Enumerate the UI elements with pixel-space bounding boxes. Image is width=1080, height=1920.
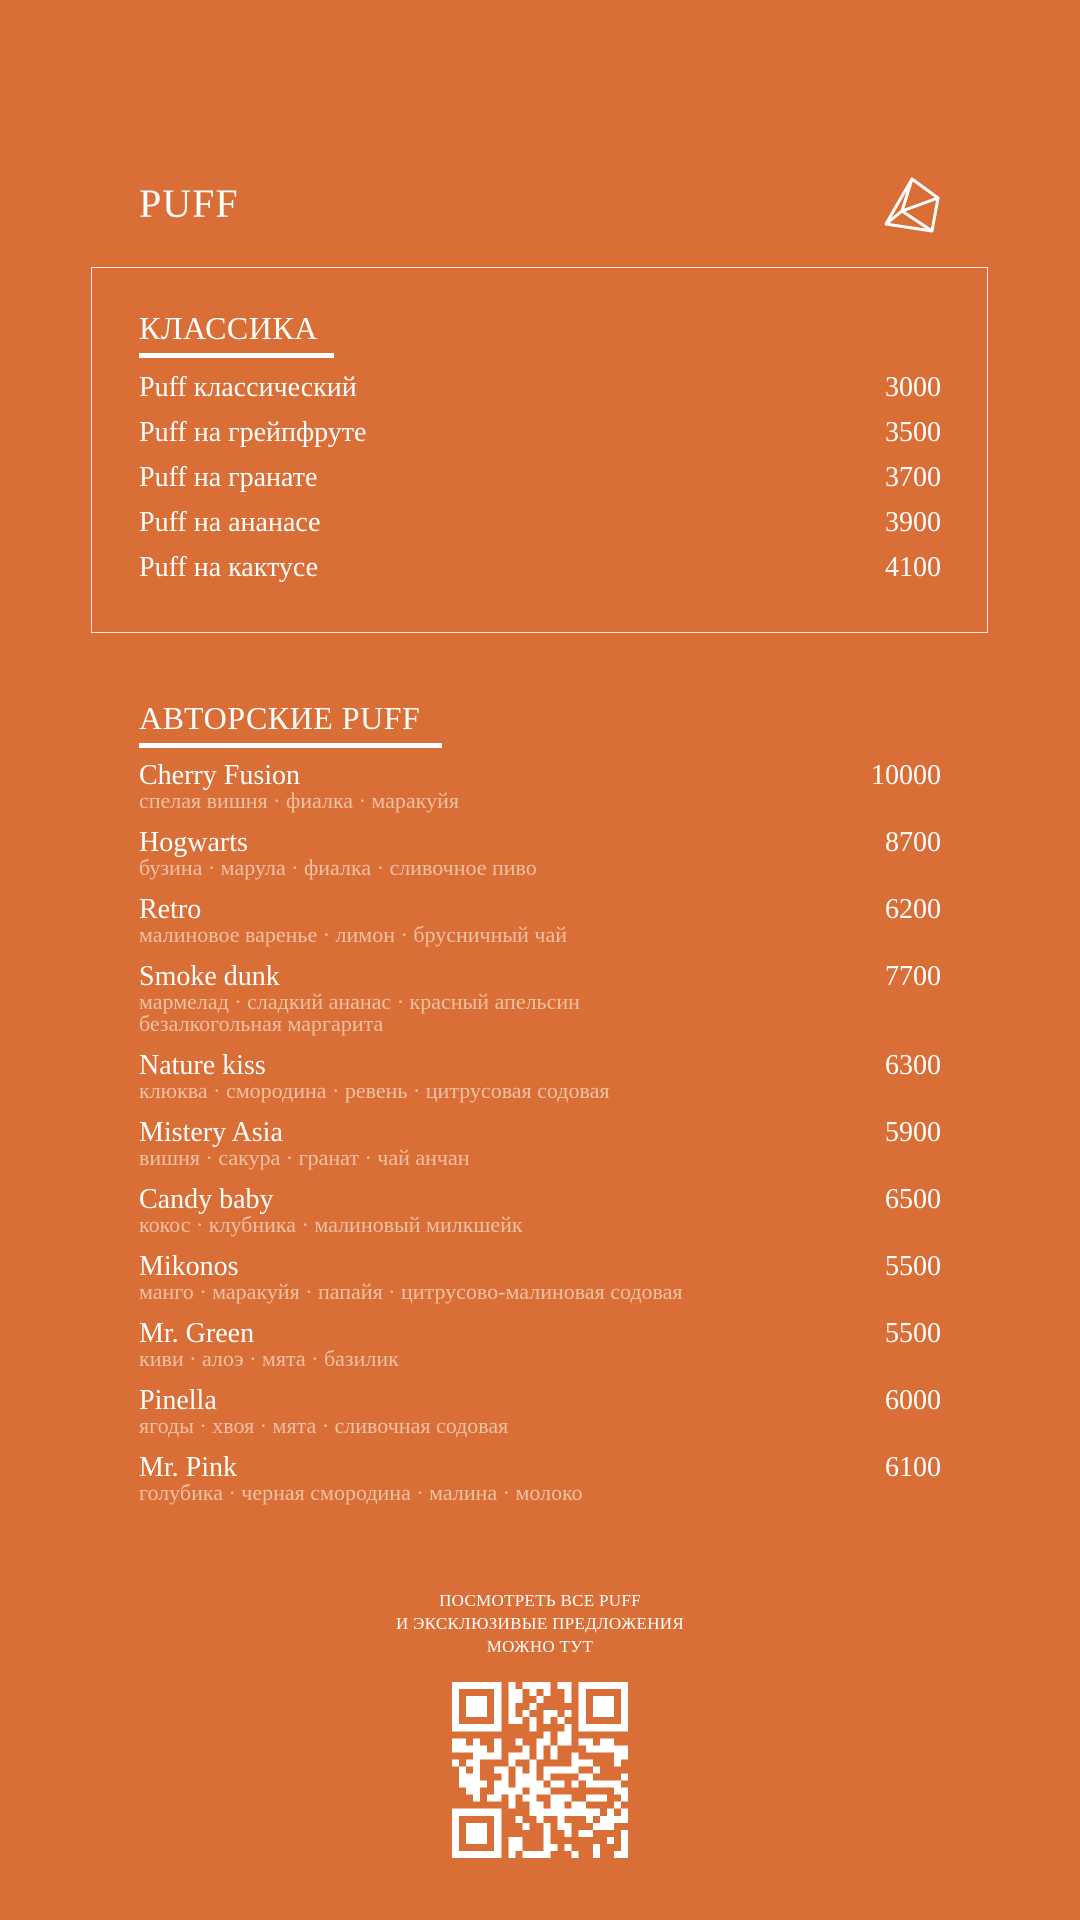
item-price: 3000 — [885, 372, 941, 403]
item-description: вишня · сакура · гранат · чай анчан — [139, 1145, 470, 1170]
footer-caption — [0, 1589, 1080, 1658]
footer-line: ПОСМОТРЕТЬ ВСЕ PUFF — [439, 1591, 641, 1610]
item-description: бузина · марула · фиалка · сливочное пиво — [139, 855, 537, 880]
item-name: Mistery Asia — [139, 1117, 283, 1148]
classic-menu-list — [139, 372, 941, 597]
item-name: Hogwarts — [139, 827, 248, 858]
item-price: 4100 — [885, 552, 941, 583]
item-name: Puff на гранате — [139, 462, 318, 493]
item-name: Puff на грейпфруте — [139, 417, 367, 448]
item-description: кокос · клубника · малиновый милкшейк — [139, 1212, 523, 1237]
footer-line: МОЖНО ТУТ — [486, 1637, 594, 1656]
item-price: 6000 — [885, 1385, 941, 1416]
geometric-logo-icon — [882, 176, 944, 234]
item-price: 7700 — [885, 961, 941, 992]
menu-item — [139, 417, 941, 462]
item-price: 8700 — [885, 827, 941, 858]
item-name: Nature kiss — [139, 1050, 266, 1081]
item-description: клюква · смородина · ревень · цитрусовая содовая — [139, 1078, 610, 1103]
menu-item — [139, 1320, 941, 1387]
item-description: мармелад · сладкий ананас · красный апельсин — [139, 989, 580, 1014]
item-name: Smoke dunk — [139, 961, 280, 992]
menu-item — [139, 372, 941, 417]
author-menu-list — [139, 762, 941, 1521]
item-description: малиновое варенье · лимон · брусничный чай — [139, 922, 568, 947]
item-name: Puff на кактусе — [139, 552, 319, 583]
menu-item — [139, 1454, 941, 1521]
classic-title-underline — [139, 353, 334, 358]
item-price: 3500 — [885, 417, 941, 448]
item-price: 6300 — [885, 1050, 941, 1081]
item-price: 3700 — [885, 462, 941, 493]
item-price: 5900 — [885, 1117, 941, 1148]
item-name: Puff классический — [139, 372, 357, 403]
item-description: манго · маракуйя · папайя · цитрусово-малиновая содовая — [139, 1279, 683, 1304]
item-price: 6200 — [885, 894, 941, 925]
qr-code-icon[interactable] — [452, 1682, 628, 1858]
item-name: Candy baby — [139, 1184, 274, 1215]
page-title: PUFF — [139, 181, 239, 226]
menu-item — [139, 552, 941, 597]
menu-item — [139, 896, 941, 963]
menu-item — [139, 963, 941, 1052]
item-name: Mr. Green — [139, 1318, 255, 1349]
menu-item — [139, 507, 941, 552]
item-price: 5500 — [885, 1251, 941, 1282]
item-price: 3900 — [885, 507, 941, 538]
menu-item — [139, 1186, 941, 1253]
menu-item — [139, 762, 941, 829]
item-name: Puff на ананасе — [139, 507, 321, 538]
item-name: Mikonos — [139, 1251, 239, 1282]
classic-section-title: КЛАССИКА — [139, 310, 318, 346]
item-price: 6100 — [885, 1452, 941, 1483]
item-description: спелая вишня · фиалка · маракуйя — [139, 788, 459, 813]
item-name: Cherry Fusion — [139, 760, 300, 791]
item-description: киви · алоэ · мята · базилик — [139, 1346, 399, 1371]
item-name: Pinella — [139, 1385, 217, 1416]
menu-item — [139, 1052, 941, 1119]
item-description: голубика · черная смородина · малина · молоко — [139, 1480, 583, 1505]
menu-item — [139, 462, 941, 507]
menu-item — [139, 1119, 941, 1186]
menu-item — [139, 829, 941, 896]
item-description: ягоды · хвоя · мята · сливочная содовая — [139, 1413, 509, 1438]
item-price: 5500 — [885, 1318, 941, 1349]
menu-item — [139, 1387, 941, 1454]
item-price: 6500 — [885, 1184, 941, 1215]
item-price: 10000 — [871, 760, 941, 791]
author-title-underline — [139, 743, 442, 748]
item-name: Mr. Pink — [139, 1452, 238, 1483]
author-section-title: АВТОРСКИЕ PUFF — [139, 700, 421, 736]
item-name: Retro — [139, 894, 202, 925]
footer-line: И ЭКСКЛЮЗИВЫЕ ПРЕДЛОЖЕНИЯ — [395, 1614, 685, 1633]
menu-item — [139, 1253, 941, 1320]
item-description-line2: безалкогольная маргарита — [139, 1011, 384, 1036]
